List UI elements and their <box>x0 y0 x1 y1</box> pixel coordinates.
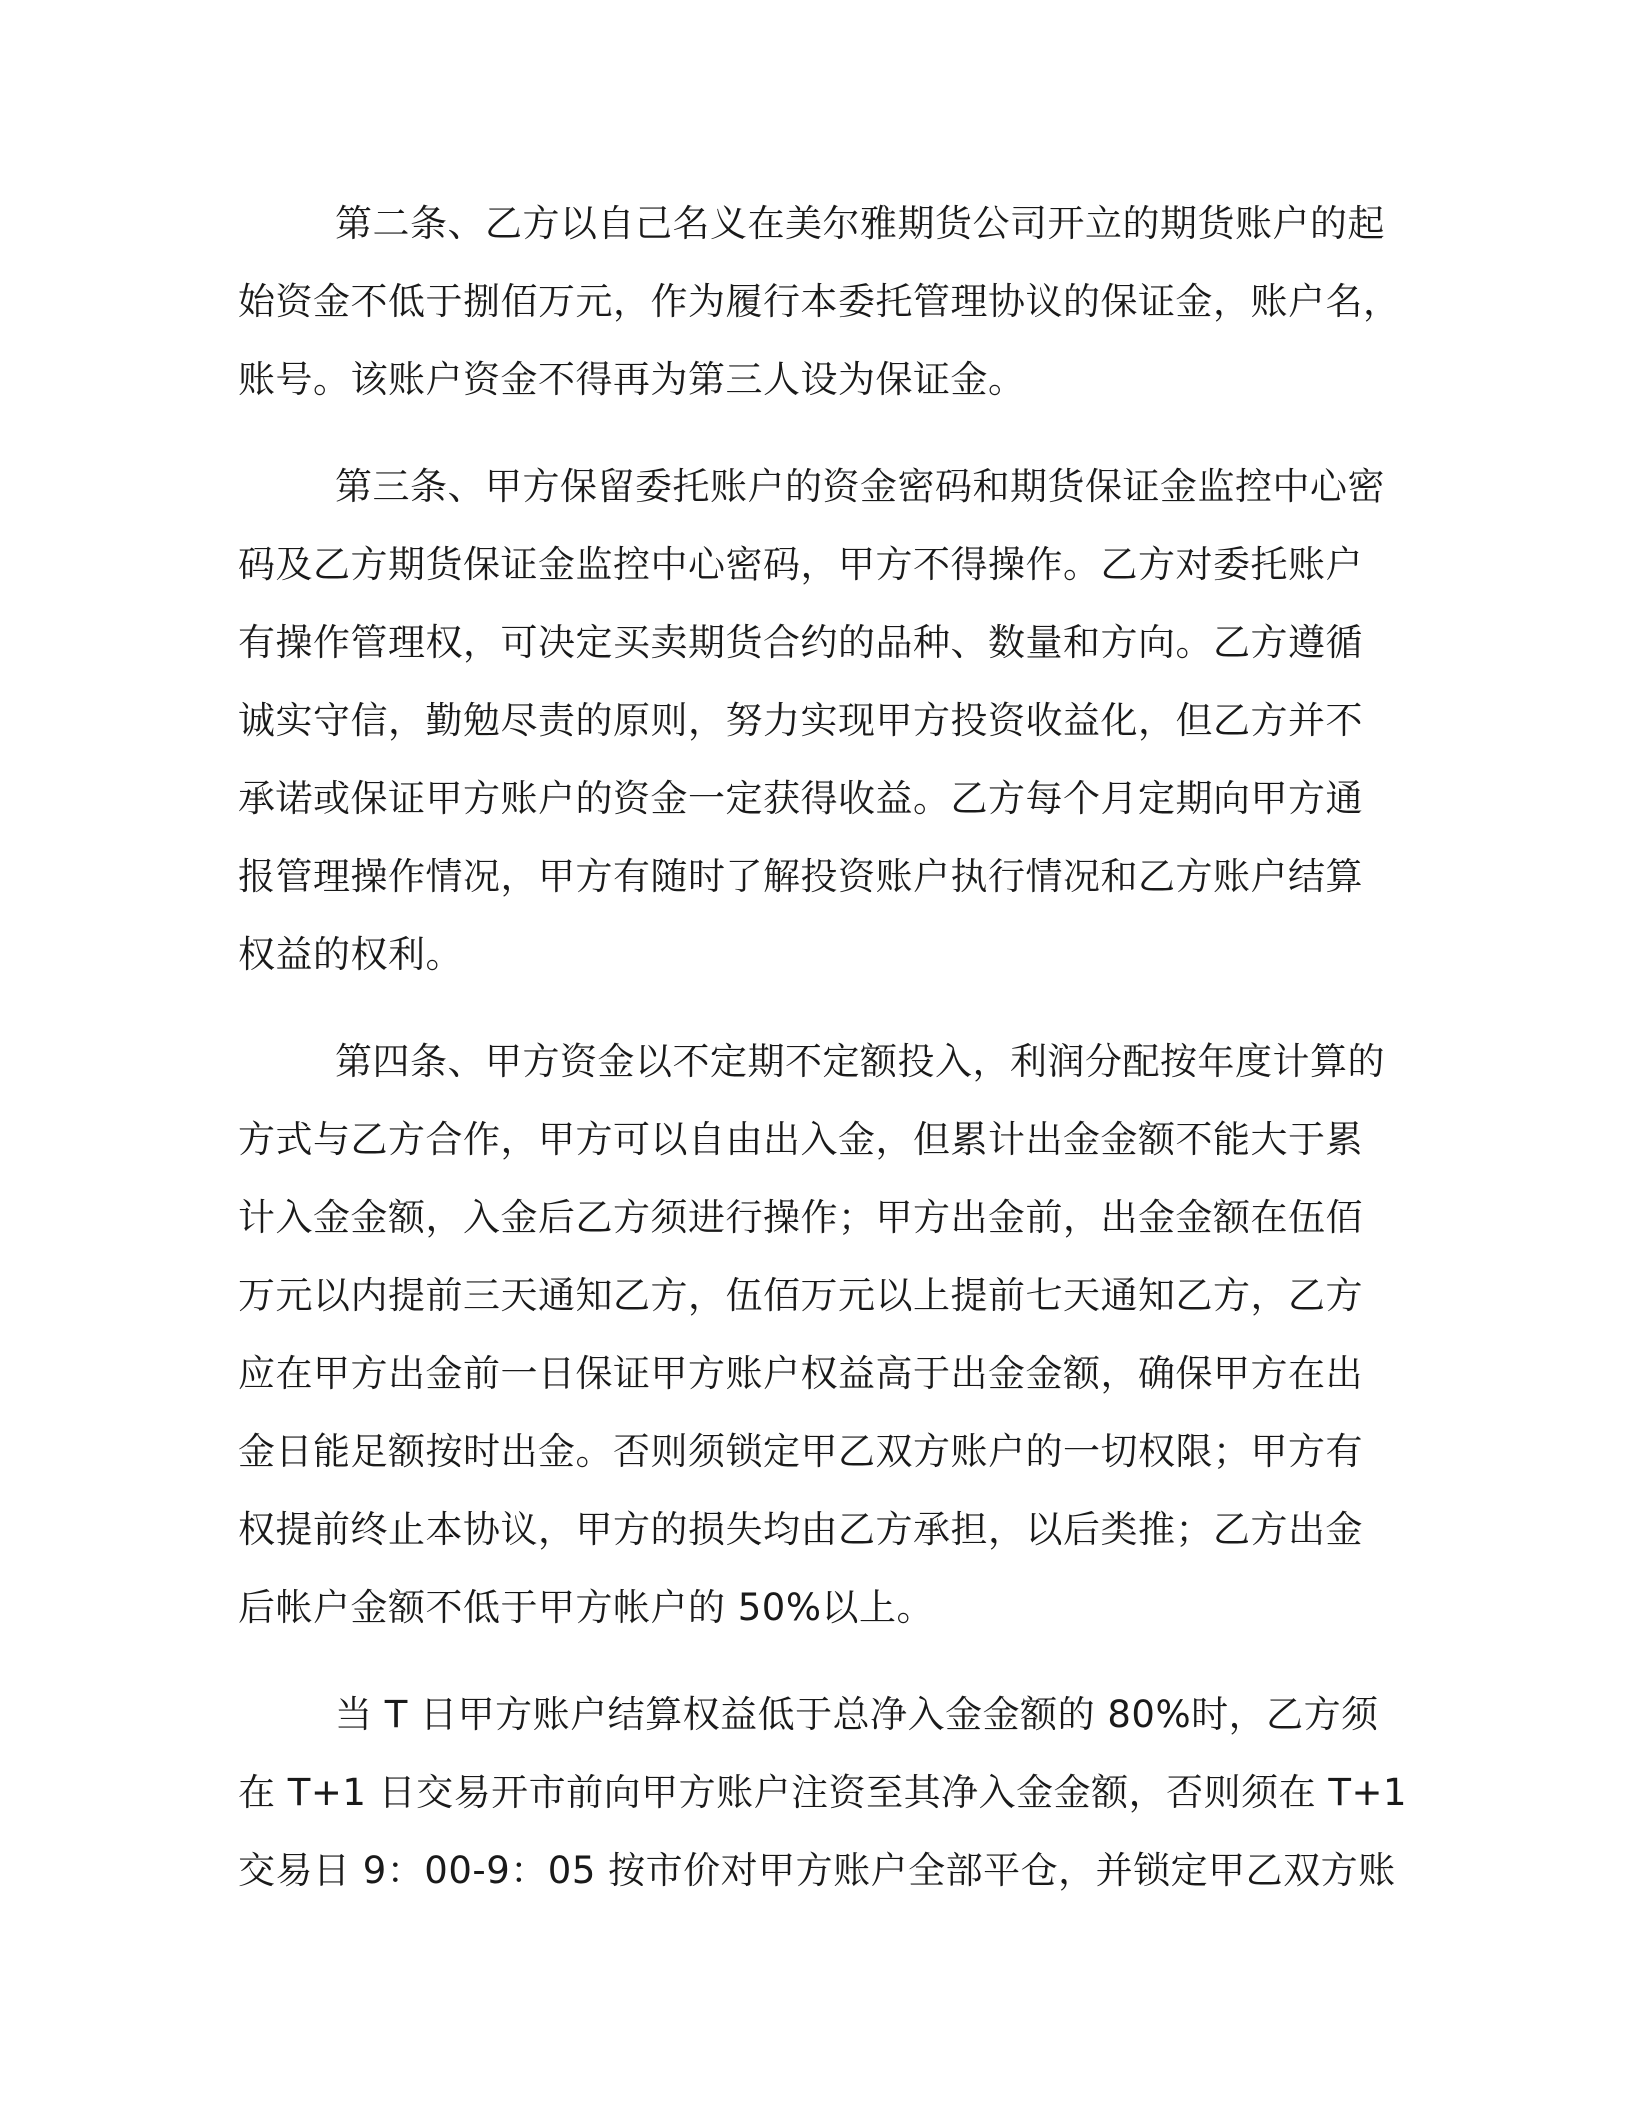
article-3-paragraph <box>238 448 1385 994</box>
text-line: 应在甲方出金前一日保证甲方账户权益高于出金金额，确保甲方在出 <box>238 1352 1363 1395</box>
text-line: 报管理操作情况，甲方有随时了解投资账户执行情况和乙方账户结算 <box>238 855 1363 898</box>
text-line: 交易日 9：00-9：05 按市价对甲方账户全部平仓，并锁定甲乙双方账 <box>238 1849 1396 1892</box>
document-page <box>238 185 1408 1939</box>
article-4-paragraph <box>238 1023 1385 1647</box>
text-line: 诚实守信，勤勉尽责的原则，努力实现甲方投资收益化，但乙方并不 <box>238 699 1363 742</box>
text-line: 承诺或保证甲方账户的资金一定获得收益。乙方每个月定期向甲方通 <box>238 777 1363 820</box>
text-line: 第二条、乙方以自己名义在美尔雅期货公司开立的期货账户的起 <box>335 202 1385 245</box>
margin-call-paragraph <box>238 1676 1408 1910</box>
text-line: 始资金不低于捌佰万元，作为履行本委托管理协议的保证金，账户名， <box>238 280 1401 323</box>
text-line: 在 T+1 日交易开市前向甲方账户注资至其净入金金额，否则须在 T+1 <box>238 1771 1408 1814</box>
text-line: 后帐户金额不低于甲方帐户的 50%以上。 <box>238 1586 934 1629</box>
text-line: 权提前终止本协议，甲方的损失均由乙方承担，以后类推；乙方出金 <box>238 1508 1363 1551</box>
article-2-paragraph <box>238 185 1401 419</box>
text-line: 方式与乙方合作，甲方可以自由出入金，但累计出金金额不能大于累 <box>238 1118 1363 1161</box>
text-line: 有操作管理权，可决定买卖期货合约的品种、数量和方向。乙方遵循 <box>238 621 1363 664</box>
text-line: 码及乙方期货保证金监控中心密码，甲方不得操作。乙方对委托账户 <box>238 543 1363 586</box>
text-line: 账号。该账户资金不得再为第三人设为保证金。 <box>238 358 1026 401</box>
text-line: 第三条、甲方保留委托账户的资金密码和期货保证金监控中心密 <box>335 465 1385 508</box>
text-line: 第四条、甲方资金以不定期不定额投入，利润分配按年度计算的 <box>335 1040 1385 1083</box>
text-line: 权益的权利。 <box>238 933 463 976</box>
text-line: 当 T 日甲方账户结算权益低于总净入金金额的 80%时，乙方须 <box>335 1693 1379 1736</box>
text-line: 金日能足额按时出金。否则须锁定甲乙双方账户的一切权限；甲方有 <box>238 1430 1363 1473</box>
text-line: 计入金金额，入金后乙方须进行操作；甲方出金前，出金金额在伍佰 <box>238 1196 1363 1239</box>
text-line: 万元以内提前三天通知乙方，伍佰万元以上提前七天通知乙方，乙方 <box>238 1274 1363 1317</box>
